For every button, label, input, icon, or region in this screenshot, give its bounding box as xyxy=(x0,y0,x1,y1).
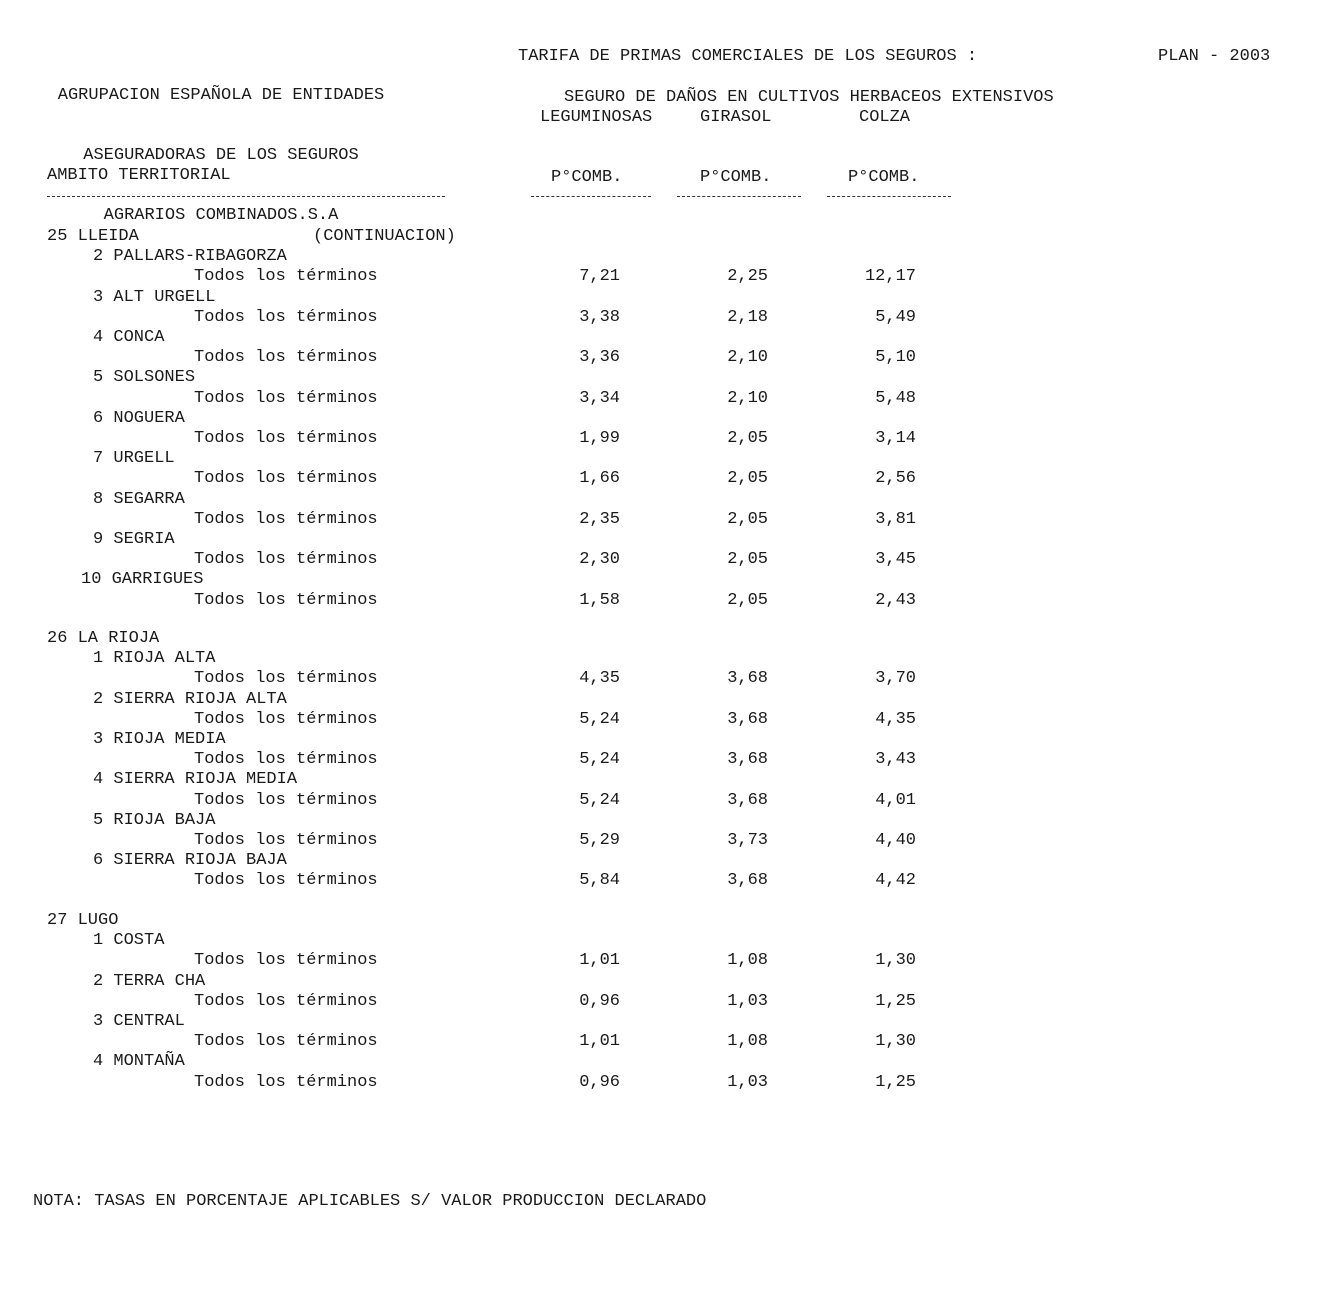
crop-header-colza: COLZA xyxy=(859,108,911,127)
comarca-name: 7 URGELL xyxy=(93,449,175,469)
header-divider xyxy=(827,196,951,197)
comarca-name: 10 GARRIGUES xyxy=(81,570,204,590)
value-girasol: 3,68 xyxy=(727,750,768,770)
province-name: 27 LUGO xyxy=(47,911,119,930)
value-colza: 3,45 xyxy=(875,550,916,570)
crop-header-leguminosas: LEGUMINOSAS xyxy=(540,108,653,127)
org-line: AGRUPACION ESPAÑOLA DE ENTIDADES xyxy=(57,86,385,105)
value-leguminosas: 5,29 xyxy=(579,831,620,850)
comarca-row xyxy=(0,931,1342,951)
value-colza: 4,01 xyxy=(875,790,916,810)
comarca-name: 1 RIOJA ALTA xyxy=(93,649,216,669)
column-header-pcomb: P°COMB. xyxy=(848,168,920,187)
value-girasol: 1,03 xyxy=(727,991,768,1011)
value-leguminosas: 1,01 xyxy=(579,951,620,971)
term-label: Todos los términos xyxy=(194,790,378,810)
table-row xyxy=(0,992,1342,1012)
comarca-row xyxy=(0,490,1342,510)
comarca-row xyxy=(0,811,1342,831)
comarca-name: 3 RIOJA MEDIA xyxy=(93,730,226,749)
value-leguminosas: 3,38 xyxy=(579,307,620,327)
value-leguminosas: 5,24 xyxy=(579,709,620,729)
comarca-name: 5 SOLSONES xyxy=(93,368,196,388)
value-girasol: 1,08 xyxy=(727,1032,768,1052)
comarca-row xyxy=(0,570,1342,590)
value-leguminosas: 3,36 xyxy=(579,348,620,368)
table-row xyxy=(0,308,1342,328)
comarca-row xyxy=(0,972,1342,992)
term-label: Todos los términos xyxy=(194,951,378,971)
table-row xyxy=(0,710,1342,730)
table-row xyxy=(0,267,1342,287)
value-girasol: 2,05 xyxy=(727,550,768,570)
value-colza: 4,40 xyxy=(875,831,916,850)
term-label: Todos los términos xyxy=(194,1032,378,1052)
value-colza: 1,30 xyxy=(875,1032,916,1052)
comarca-name: 8 SEGARRA xyxy=(93,489,185,509)
term-label: Todos los términos xyxy=(194,388,378,408)
comarca-row xyxy=(0,690,1342,710)
value-colza: 4,42 xyxy=(875,871,916,891)
comarca-name: 6 NOGUERA xyxy=(93,408,185,428)
comarca-name: 2 PALLARS-RIBAGORZA xyxy=(93,247,287,267)
comarca-row xyxy=(0,730,1342,750)
comarca-row xyxy=(0,851,1342,871)
table-row xyxy=(0,550,1342,570)
crop-header-girasol: GIRASOL xyxy=(700,108,772,127)
province-name: 26 LA RIOJA xyxy=(47,629,160,648)
value-girasol: 2,10 xyxy=(727,388,768,408)
value-girasol: 3,73 xyxy=(727,831,768,850)
comarca-row xyxy=(0,1012,1342,1032)
value-girasol: 2,10 xyxy=(727,348,768,368)
footer-note: NOTA: TASAS EN PORCENTAJE APLICABLES S/ VALOR PRODUCCION DECLARADO xyxy=(33,1192,707,1211)
value-leguminosas: 4,35 xyxy=(579,669,620,689)
comarca-row xyxy=(0,530,1342,550)
term-label: Todos los términos xyxy=(194,348,378,368)
comarca-row xyxy=(0,247,1342,267)
header-divider xyxy=(677,196,801,197)
value-leguminosas: 3,34 xyxy=(579,388,620,408)
comarca-name: 4 SIERRA RIOJA MEDIA xyxy=(93,770,298,790)
term-label: Todos los términos xyxy=(194,871,378,891)
comarca-name: 6 SIERRA RIOJA BAJA xyxy=(93,851,287,871)
comarca-row xyxy=(0,770,1342,790)
term-label: Todos los términos xyxy=(194,469,378,489)
province-row xyxy=(0,227,1342,247)
comarca-row xyxy=(0,409,1342,429)
value-colza: 3,43 xyxy=(875,750,916,770)
table-row xyxy=(0,831,1342,851)
value-colza: 1,30 xyxy=(875,951,916,971)
comarca-row xyxy=(0,449,1342,469)
table-row xyxy=(0,951,1342,971)
value-leguminosas: 1,99 xyxy=(579,429,620,448)
table-row xyxy=(0,669,1342,689)
value-girasol: 3,68 xyxy=(727,709,768,729)
value-colza: 5,49 xyxy=(875,307,916,327)
value-colza: 3,70 xyxy=(875,669,916,689)
value-leguminosas: 5,24 xyxy=(579,750,620,770)
term-label: Todos los términos xyxy=(194,1072,378,1092)
value-girasol: 2,05 xyxy=(727,590,768,610)
province-row xyxy=(0,911,1342,931)
table-row xyxy=(0,348,1342,368)
value-girasol: 1,08 xyxy=(727,951,768,971)
value-colza: 5,48 xyxy=(875,388,916,408)
table-row xyxy=(0,1032,1342,1052)
value-colza: 3,81 xyxy=(875,509,916,529)
value-girasol: 3,68 xyxy=(727,669,768,689)
table-row xyxy=(0,389,1342,409)
comarca-row xyxy=(0,288,1342,308)
value-leguminosas: 7,21 xyxy=(579,267,620,287)
table-row xyxy=(0,429,1342,449)
value-colza: 4,35 xyxy=(875,709,916,729)
org-line: ASEGURADORAS DE LOS SEGUROS xyxy=(83,146,359,165)
term-label: Todos los términos xyxy=(194,590,378,610)
table-row xyxy=(0,510,1342,530)
value-colza: 3,14 xyxy=(875,429,916,448)
term-label: Todos los términos xyxy=(194,669,378,689)
table-row xyxy=(0,591,1342,611)
table-row xyxy=(0,750,1342,770)
term-label: Todos los términos xyxy=(194,831,378,850)
value-leguminosas: 1,01 xyxy=(579,1032,620,1052)
value-leguminosas: 2,35 xyxy=(579,509,620,529)
value-girasol: 3,68 xyxy=(727,871,768,891)
value-leguminosas: 1,58 xyxy=(579,590,620,610)
value-leguminosas: 0,96 xyxy=(579,991,620,1011)
header-divider xyxy=(47,196,445,197)
plan-label: PLAN - 2003 xyxy=(1158,47,1271,66)
comarca-name: 3 ALT URGELL xyxy=(93,287,216,307)
value-leguminosas: 0,96 xyxy=(579,1072,620,1092)
province-name: 25 LLEIDA xyxy=(47,227,139,246)
table-row xyxy=(0,871,1342,891)
term-label: Todos los términos xyxy=(194,267,378,287)
document-title: TARIFA DE PRIMAS COMERCIALES DE LOS SEGUROS : xyxy=(518,47,978,66)
comarca-row xyxy=(0,1052,1342,1072)
value-colza: 5,10 xyxy=(875,348,916,368)
value-girasol: 2,05 xyxy=(727,429,768,448)
comarca-name: 9 SEGRIA xyxy=(93,530,175,549)
comarca-name: 1 COSTA xyxy=(93,931,165,951)
value-girasol: 3,68 xyxy=(727,790,768,810)
comarca-row xyxy=(0,368,1342,388)
value-girasol: 2,05 xyxy=(727,469,768,489)
term-label: Todos los términos xyxy=(194,307,378,327)
value-leguminosas: 5,84 xyxy=(579,871,620,891)
value-girasol: 2,25 xyxy=(727,267,768,287)
term-label: Todos los términos xyxy=(194,550,378,570)
value-leguminosas: 1,66 xyxy=(579,469,620,489)
table-row xyxy=(0,469,1342,489)
organization-name xyxy=(0,46,442,246)
comarca-name: 3 CENTRAL xyxy=(93,1012,185,1031)
value-leguminosas: 2,30 xyxy=(579,550,620,570)
value-colza: 2,43 xyxy=(875,590,916,610)
comarca-name: 2 TERRA CHA xyxy=(93,971,206,991)
comarca-row xyxy=(0,328,1342,348)
province-row xyxy=(0,629,1342,649)
value-girasol: 2,18 xyxy=(727,307,768,327)
comarca-name: 2 SIERRA RIOJA ALTA xyxy=(93,689,287,709)
term-label: Todos los términos xyxy=(194,750,378,770)
header-divider xyxy=(531,196,651,197)
value-colza: 2,56 xyxy=(875,469,916,489)
term-label: Todos los términos xyxy=(194,991,378,1011)
table-row xyxy=(0,1073,1342,1093)
comarca-name: 5 RIOJA BAJA xyxy=(93,810,216,830)
value-girasol: 1,03 xyxy=(727,1072,768,1092)
comarca-name: 4 MONTAÑA xyxy=(93,1052,185,1072)
table-row xyxy=(0,791,1342,811)
org-line: AGRARIOS COMBINADOS.S.A xyxy=(103,206,339,225)
column-header-pcomb: P°COMB. xyxy=(700,168,772,187)
value-colza: 12,17 xyxy=(864,267,916,287)
term-label: Todos los términos xyxy=(194,429,378,448)
value-colza: 1,25 xyxy=(875,1072,916,1092)
continuation-note: (CONTINUACION) xyxy=(313,227,456,246)
column-header-pcomb: P°COMB. xyxy=(551,168,623,187)
comarca-row xyxy=(0,649,1342,669)
ambito-territorial-header: AMBITO TERRITORIAL xyxy=(47,166,231,185)
value-girasol: 2,05 xyxy=(727,509,768,529)
term-label: Todos los términos xyxy=(194,709,378,729)
value-colza: 1,25 xyxy=(875,991,916,1011)
insurance-subtitle: SEGURO DE DAÑOS EN CULTIVOS HERBACEOS EXTENSIVOS xyxy=(564,88,1054,107)
comarca-name: 4 CONCA xyxy=(93,328,165,347)
value-leguminosas: 5,24 xyxy=(579,790,620,810)
term-label: Todos los términos xyxy=(194,509,378,529)
